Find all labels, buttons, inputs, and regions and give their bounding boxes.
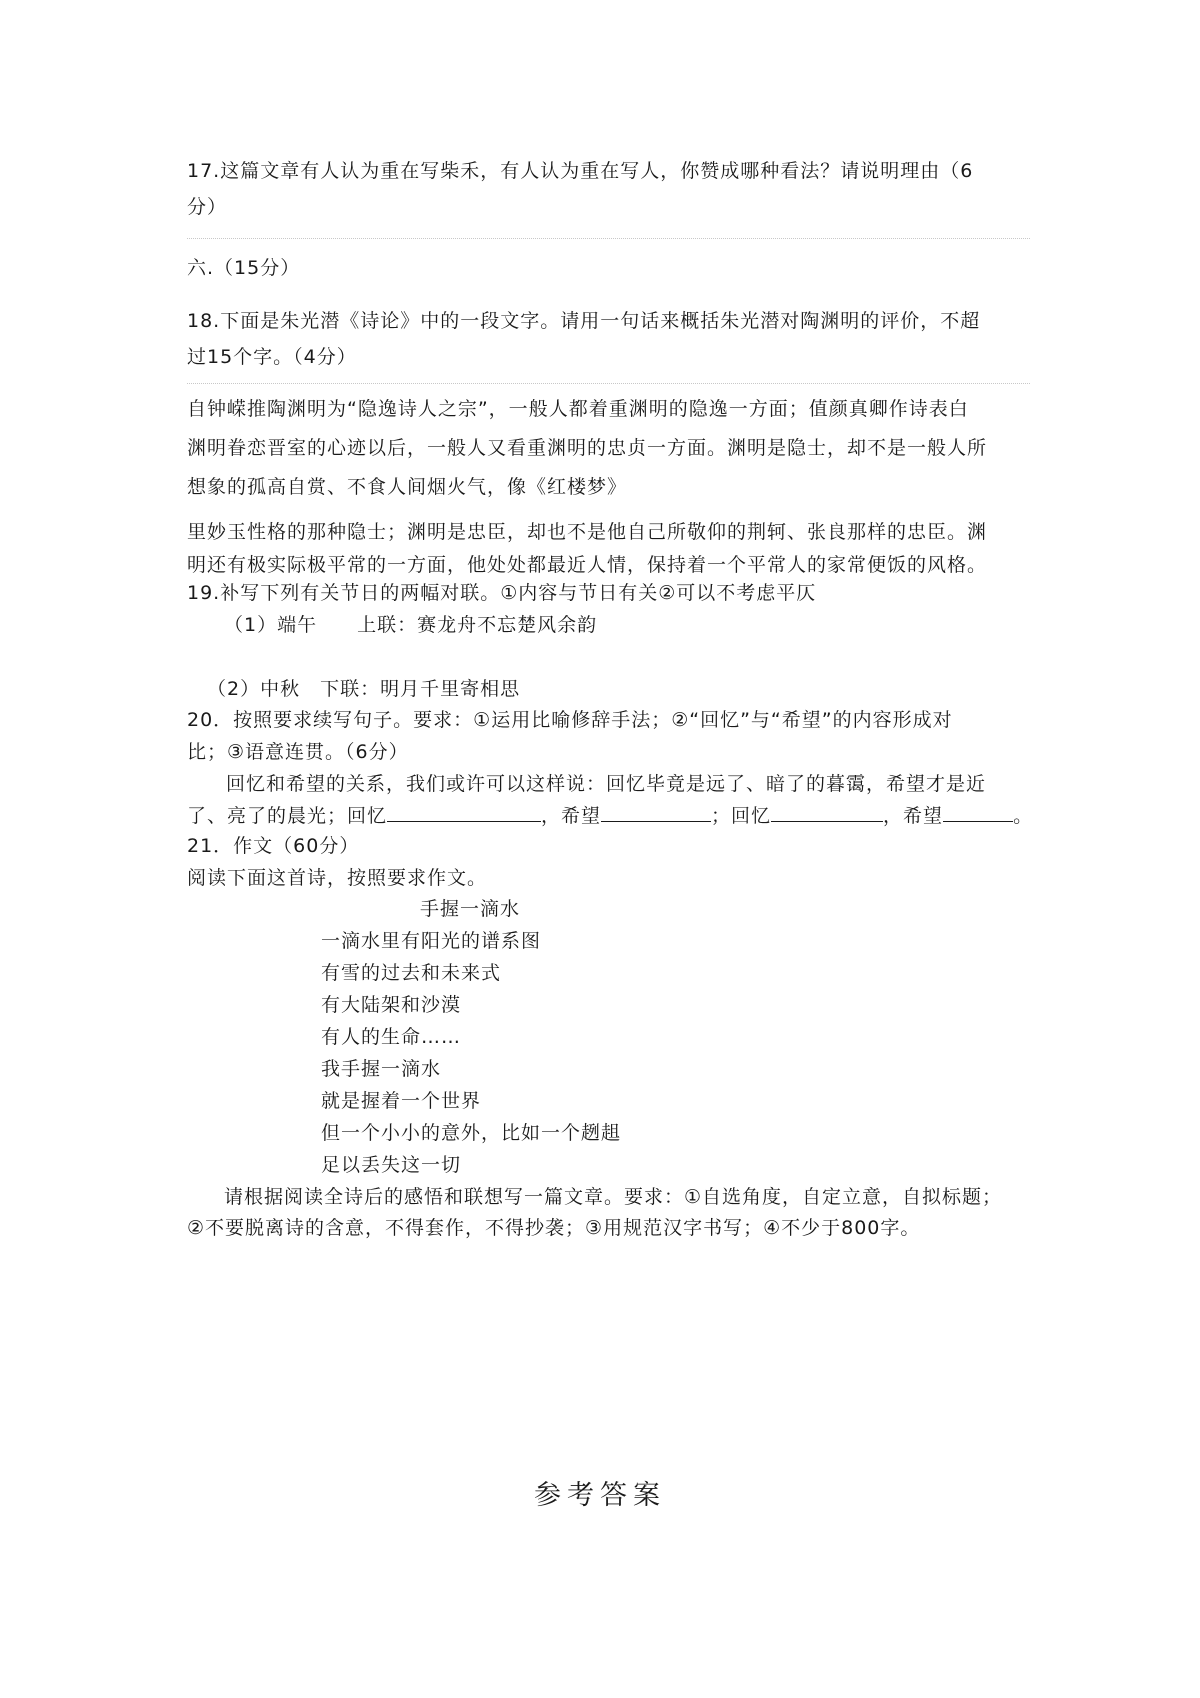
q18-passage-line: 明还有极实际极平常的一方面，他处处都最近人情，保持着一个平常人的家常便饭的风格。 (187, 554, 988, 576)
answer-blank[interactable] (943, 803, 1013, 822)
q21-line2: 阅读下面这首诗，按照要求作文。 (187, 867, 488, 889)
q18-passage-line: 自钟嵘推陶渊明为“隐逸诗人之宗”，一般人都着重渊明的隐逸一方面；值颜真卿作诗表白 (187, 398, 969, 420)
poem-line: 一滴水里有阳光的谱系图 (321, 930, 542, 952)
q17-line1: 17.这篇文章有人认为重在写柴禾，有人认为重在写人，你赞成哪种看法？请说明理由（6 (187, 160, 974, 182)
divider (187, 383, 1030, 384)
q20-text: ，希望 (883, 805, 944, 827)
q21-line1: 21．作文（60分） (187, 835, 360, 857)
q19-line1: 19.补写下列有关节日的两幅对联。①内容与节日有关②可以不考虑平仄 (187, 582, 817, 604)
answer-key-title: 参考答案 (534, 1480, 666, 1511)
divider (187, 238, 1030, 239)
poem-line: 足以丢失这一切 (321, 1154, 462, 1176)
q20-text: 。 (1013, 805, 1034, 827)
q20-line3: 回忆和希望的关系，我们或许可以这样说：回忆毕竟是远了、暗了的暮霭，希望才是近 (226, 773, 987, 795)
poem-line: 有大陆架和沙漠 (321, 994, 462, 1016)
q20-text: 了、亮了的晨光；回忆 (187, 805, 388, 827)
section-six-heading: 六.（15分） (187, 257, 301, 279)
answer-blank[interactable] (771, 803, 883, 822)
poem-line: 我手握一滴水 (321, 1058, 442, 1080)
poem-line: 就是握着一个世界 (321, 1090, 482, 1112)
answer-blank[interactable] (387, 803, 541, 822)
q20-text: ；回忆 (711, 805, 772, 827)
answer-blank[interactable] (601, 803, 711, 822)
q19-item2: （2）中秋 下联：明月千里寄相思 (207, 678, 521, 700)
q18-line2: 过15个字。（4分） (187, 346, 357, 368)
poem-line: 有雪的过去和未来式 (321, 962, 502, 984)
q20-text: ，希望 (541, 805, 602, 827)
q19-item1: （1）端午 上联：赛龙舟不忘楚风余韵 (224, 614, 598, 636)
q21-requirements-line2: ②不要脱离诗的含意，不得套作，不得抄袭；③用规范汉字书写；④不少于800字。 (187, 1217, 921, 1239)
poem-line: 但一个小小的意外，比如一个趔趄 (321, 1122, 622, 1144)
q18-line1: 18.下面是朱光潜《诗论》中的一段文字。请用一句话来概括朱光潜对陶渊明的评价，不超 (187, 310, 981, 332)
poem-line: 有人的生命…… (321, 1026, 462, 1048)
q21-requirements-line1: 请根据阅读全诗后的感悟和联想写一篇文章。要求：①自选角度，自定立意，自拟标题； (224, 1186, 1003, 1208)
q18-passage-line: 渊明眷恋晋室的心迹以后，一般人又看重渊明的忠贞一方面。渊明是隐士，却不是一般人所 (187, 437, 988, 459)
q17-line2: 分） (187, 196, 228, 218)
q20-line1: 20．按照要求续写句子。要求：①运用比喻修辞手法；②“回忆”与“希望”的内容形成对 (187, 709, 953, 731)
q18-passage-line: 里妙玉性格的那种隐士；渊明是忠臣，却也不是他自己所敬仰的荆轲、张良那样的忠臣。渊 (187, 521, 988, 543)
q20-line2: 比；③语意连贯。（6分） (187, 741, 409, 763)
poem-title: 手握一滴水 (420, 898, 521, 920)
q20-line4 (187, 803, 1033, 828)
q18-passage-line: 想象的孤高自赏、不食人间烟火气，像《红楼梦》 (187, 476, 628, 498)
